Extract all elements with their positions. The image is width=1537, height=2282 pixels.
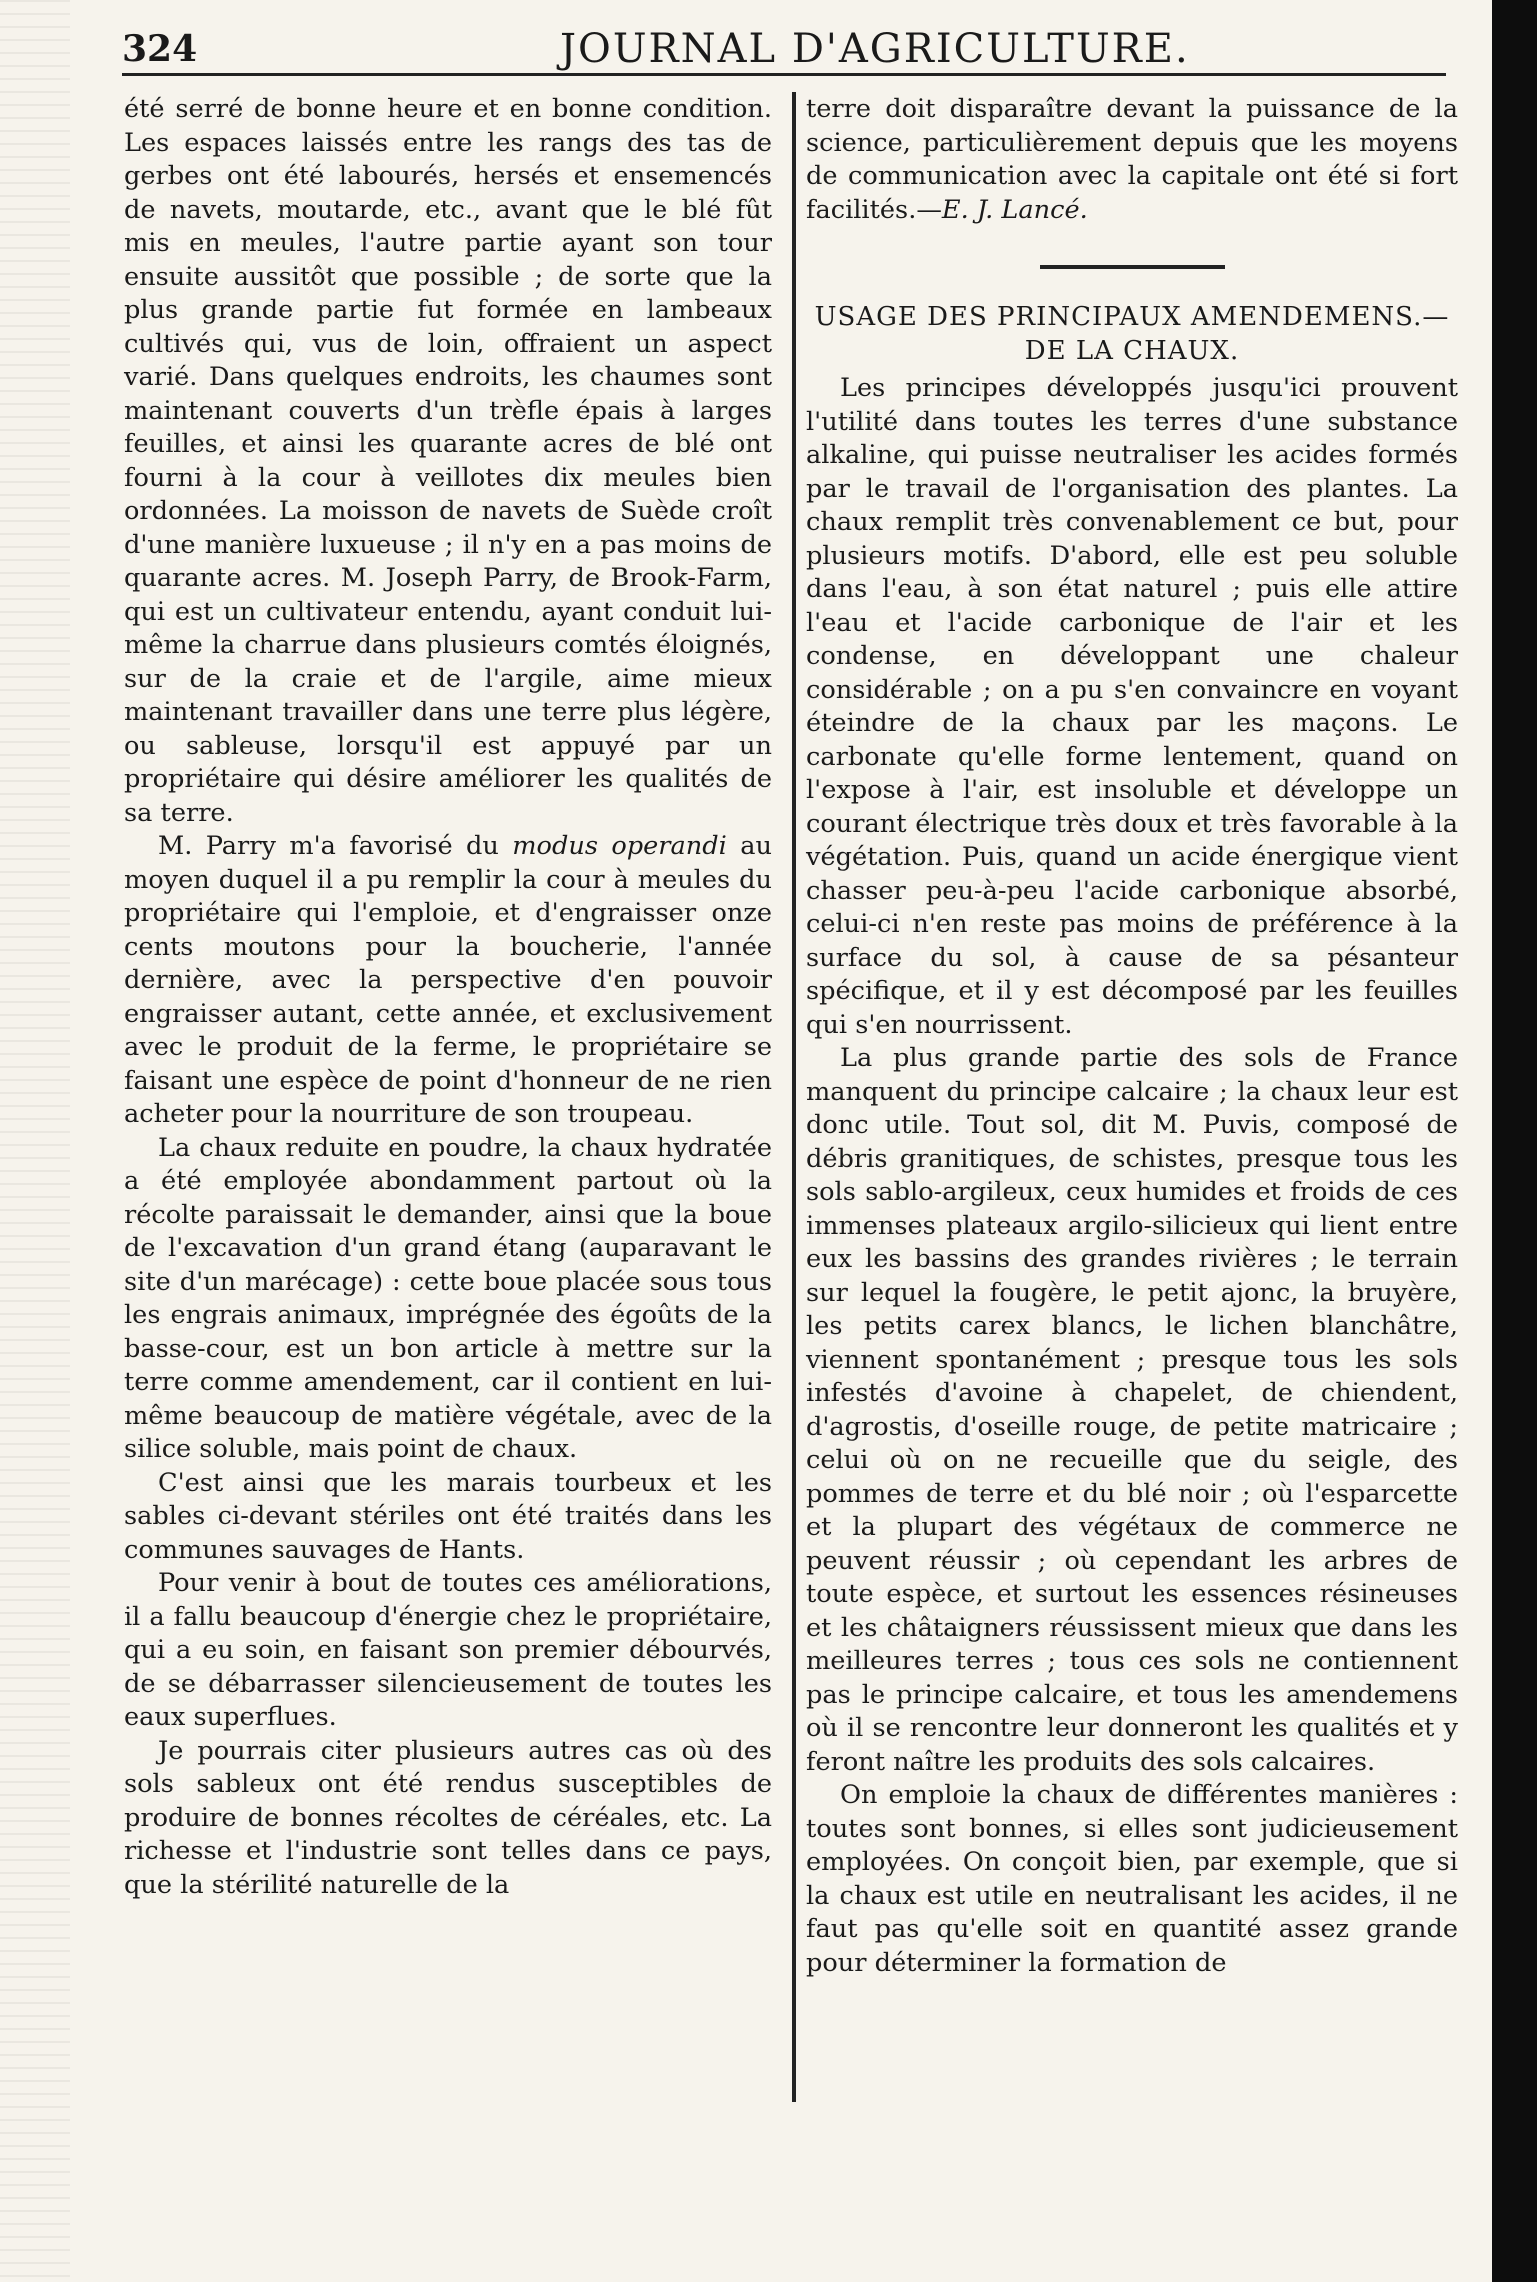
page-margin-specks: [0, 0, 70, 2282]
paragraph: C'est ainsi que les marais tourbeux et les sables ci-devant stériles ont été traités dans les communes sauvages de Hants.: [124, 1467, 772, 1565]
modus-operandi: modus operandi: [512, 831, 727, 861]
column-divider: [792, 92, 796, 2102]
section-title: [806, 301, 1458, 368]
paragraph: Pour venir à bout de toutes ces améliorations, il a fallu beaucoup d'énergie chez le propriétaire, qui a eu soin, en faisant son premier débourvés, de se débarrasser silencieusement de toutes les eaux superflues.: [124, 1568, 772, 1732]
continuation-text: terre doit disparaître devant la puissance de la science, particulièrement depuis que les moyens de communication avec la capitale ont été si fort facilités.—: [806, 94, 1458, 225]
paragraph: Je pourrais citer plusieurs autres cas où des sols sableux ont été rendus susceptibles de produire de bonnes récoltes de céréales, etc. La richesse et l'industrie sont telles dans ce pays, que la stérilité naturelle de la: [124, 1735, 772, 1900]
section-title-line-1: USAGE DES PRINCIPAUX AMENDEMENS.—: [814, 302, 1450, 332]
paragraph: été serré de bonne heure et en bonne condition. Les espaces laissés entre les rangs des tas de gerbes ont été labourés, hersés et ensemencés de navets, moutarde, etc., avant que le blé fût mis en meules, l'autre partie ayant son tour ensuite aussitôt que possible ; de sorte que la plus grande partie fut formée en lambeaux cultivés qui, vus de loin, offraient un aspect varié. Dans quelques endroits, les chaumes sont maintenant couverts d'un trèfle épais à larges feuilles, et ainsi les quarante acres de blé ont fourni à la cour à veillotes dix meules bien ordonnées. La moisson de navets de Suède croît d'une manière luxueuse ; il n'y en a pas moins de quarante acres. M. Joseph Parry, de Brook-Farm, qui est un cultivateur entendu, ayant conduit lui-même la charrue dans plusieurs comtés éloignés, sur de la craie et de l'argile, aime mieux maintenant travailler dans une terre plus légère, ou sableuse, lorsqu'il est appuyé par un propriétaire qui désire améliorer les qualités de sa terre.: [124, 94, 772, 828]
parry-after: au: [740, 831, 772, 861]
continuation-paragraph: [806, 93, 1458, 227]
paragraph: Les principes développés jusqu'ici prouvent l'utilité dans toutes les terres d'une substance alkaline, qui puisse neutraliser les acides formés par le travail de l'organisation des plantes. La chaux remplit très convenablement ce but, pour plusieurs motifs. D'abord, elle est peu soluble dans l'eau, à son état naturel ; puis elle attire l'eau et l'acide carbonique de l'air et les condense, en développant une chaleur considérable ; on a pu s'en convaincre en voyant éteindre de la chaux par les maçons. Le carbonate qu'elle forme lentement, quand on l'expose à l'air, est insoluble et développe un courant électrique très doux et très favorable à la végétation. Puis, quand un acide énergique vient chasser peu-à-peu l'acide carbonique absorbé, celui-ci n'en reste pas moins de préférence à la surface du sol, à cause de sa pésanteur spécifique, et il y est décomposé par les feuilles qui s'en nourrissent.: [806, 373, 1458, 1040]
parry-intro: M. Parry m'a favorisé du: [158, 831, 499, 861]
paragraph: La plus grande partie des sols de France manquent du principe calcaire ; la chaux leur est donc utile. Tout sol, dit M. Puvis, composé de débris granitiques, de schistes, presque tous les sols sablo-argileux, ceux humides et froids de ces immenses plateaux argilo-silicieux qui lient entre eux les bassins des grandes rivières ; le terrain sur lequel la fougère, le petit ajonc, la bruyère, les petits carex blancs, le lichen blanchâtre, viennent spontanément ; presque tous les sols infestés d'avoine à chapelet, de chiendent, d'agrostis, d'oseille rouge, de petite matricaire ; celui où on ne recueille que du seigle, des pommes de terre et du blé noir ; où l'esparcette et la plupart des végétaux de commerce ne peuvent réussir ; où cependant les arbres de toute espèce, et surtout les essences résineuses et les châtaigners réussissent mieux que dans les meilleures terres ; tous ces sols ne contiennent pas le principe calcaire, et tous les amendemens où il se rencontre leur donneront les qualités et y feront naître les produits des sols calcaires.: [806, 1043, 1458, 1777]
left-column: [124, 93, 772, 1902]
section-title-line-2: DE LA CHAUX.: [1024, 335, 1240, 366]
paragraph: La chaux reduite en poudre, la chaux hydratée a été employée abondamment partout où la récolte paraissait le demander, ainsi que la boue de l'excavation d'un grand étang (auparavant le site d'un marécage) : cette boue placée sous tous les engrais animaux, imprégnée des égoûts de la basse-cour, est un bon article à mettre sur la terre comme amendement, car il contient en lui-même beaucoup de matière végétale, avec de la silice soluble, mais point de chaux.: [124, 1132, 772, 1464]
page-dark-edge: [1492, 0, 1537, 2282]
right-column: [806, 93, 1458, 1980]
paragraph-parry-cont: moyen duquel il a pu remplir la cour à meules du propriétaire qui l'emploie, et d'engraisser onze cents moutons pour la boucherie, l'année dernière, avec la perspective d'en pouvoir engraisser autant, cette année, et exclusivement avec le produit de la ferme, le propriétaire se faisant une espèce de point d'honneur de ne rien acheter pour la nourriture de son troupeau.: [124, 864, 772, 1129]
running-head: JOURNAL D'AGRICULTURE.: [560, 26, 1190, 72]
section-rule: [1040, 265, 1225, 269]
author-signature: E. J. Lancé.: [941, 194, 1088, 225]
page-header: [120, 22, 1470, 78]
paragraph-parry: [124, 830, 772, 1132]
header-rule: [122, 73, 1446, 76]
paragraph: On emploie la chaux de différentes manières : toutes sont bonnes, si elles sont judicieusement employées. On conçoit bien, par exemple, que si la chaux est utile en neutralisant les acides, il ne faut pas qu'elle soit en quantité assez grande pour déterminer la formation de: [806, 1780, 1458, 1978]
page-number: 324: [122, 28, 198, 70]
